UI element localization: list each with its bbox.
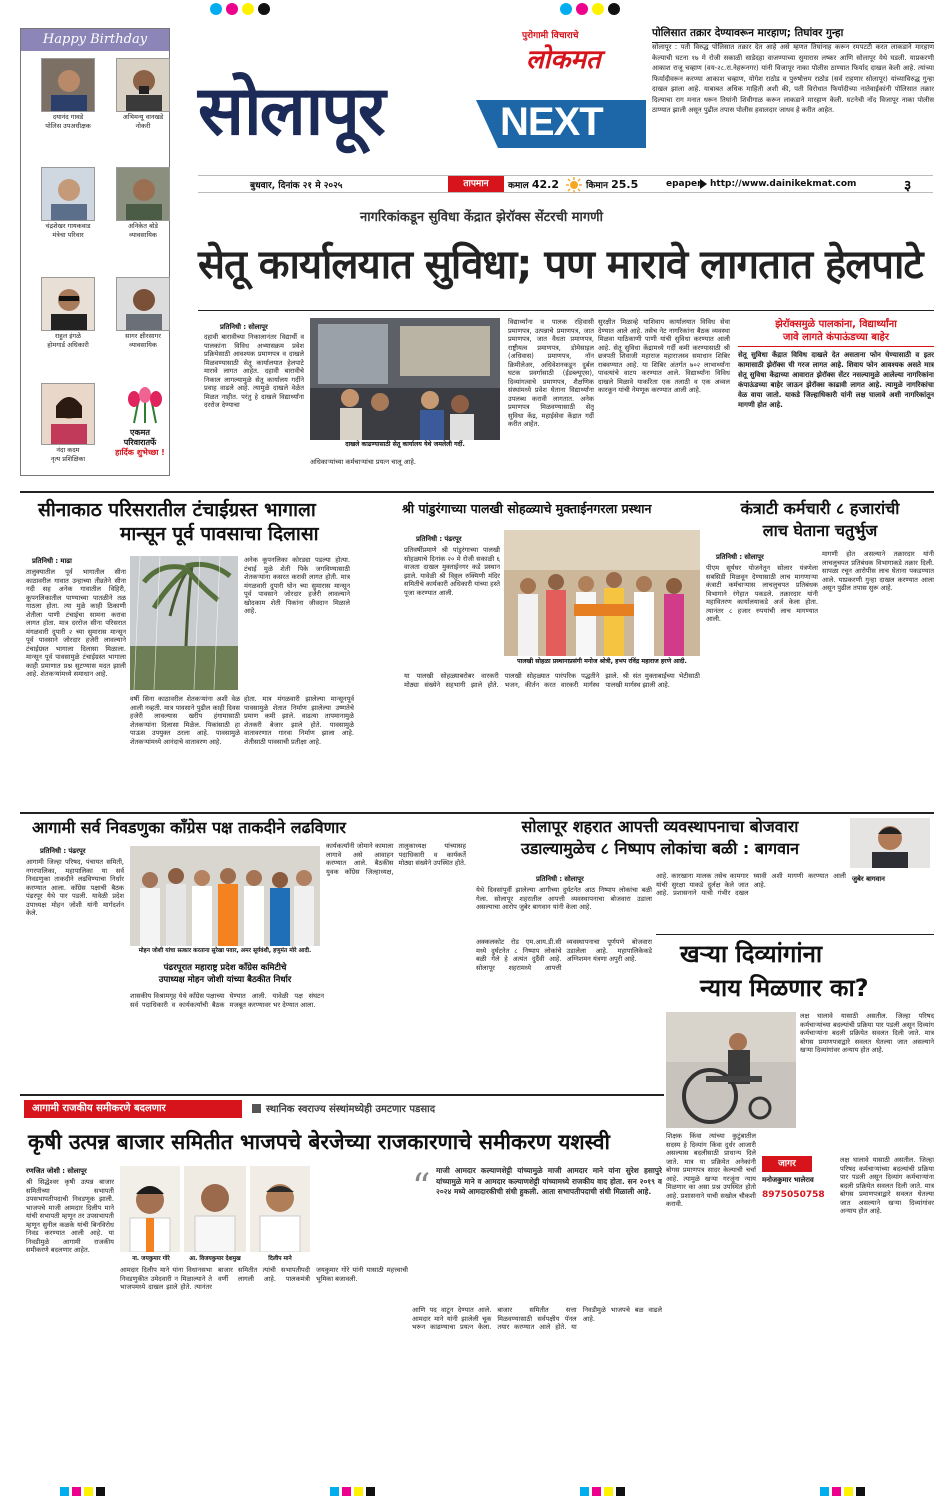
divider — [20, 812, 934, 814]
divyang-body-2: शिक्षक किंवा त्यांच्या कुटुंबातील सदस्य हे दिव्यांग किंवा दुर्धर आजारी असल्यास बदलीसाठी प्राधान्य दिले जाते. मात्र या प्रक्रियेत अनेकांनी बोगस प्रमाणपत्र सादर केल्याची चर्चा आहे. त्यामुळे खऱ्या गरजूंना न्याय मिळणार का असा प्रश्न उपस्थित होतो आहे. प्रशासनाने याची सखोल चौकशी करावी. — [666, 1132, 756, 1208]
congress-byline: प्रतिनिधी : पंढरपूर — [40, 847, 86, 855]
politics-banner: आगामी राजकीय समीकरणे बदलणार — [24, 1100, 242, 1118]
birthday-name: दयानंद गावडे पोलिस उपअधीक्षक — [45, 113, 91, 130]
politics-photo-2 — [184, 1166, 246, 1252]
birthday-title: Happy Birthday — [21, 29, 169, 51]
bribe-headline: कंत्राटी कर्मचारी ८ हजारांची लाच घेताना चतुर्भुज — [740, 499, 900, 540]
disaster-body-2: अक्कलकोट रोड एम.आय.डी.सी मध्ये दुर्घटनेत ८ निष्पाप लोकांचे बळी गेले हे अत्यंत दुर्दैवी आहे. सोलापूर शहरामध्ये आपत्ती व्यवस्थापनाचा पूर्णपणे बोजवारा उडालेला आहे. महापालिकेकडे अग्निशमन यंत्रणा अपुरी आहे. — [476, 938, 652, 972]
palkhi-body-1: प्रतिवर्षीप्रमाणे श्री पांडुरंगाच्या पालखी सोहळ्याचे दिनांक २० मे रोजी सकाळी ६ वाजता दाखल मुक्ताईनगर कडे प्रस्थान झाले. यावेळी श्री विठ्ठल रुक्मिणी मंदिर समितीचे कार्यकारी अधिकारी यांच्या हस्ते पूजा करण्यात आली. — [404, 546, 500, 597]
lead-sidebar-body: सेतू सुविधा केंद्रात विविध दाखले देत असताना फोन घेण्यासाठी व इतर कामासाठी झेरॉक्स ची गरज लागत आहे. शिवाय फोन आवश्यक असते मात्र सेतू सुविधा केंद्राच्या आवारात झेरॉक्स सेंटर नसल्यामुळे आलेल्या नागरिकांना कंपाऊंडच्या बाहेर जाऊन झेरॉक्स काढावी लागत आहे. त्यामुळे नागरिकांचा वेळ वाया जातो. याकडे जिल्हाधिकारी यांनी लक्ष घालावे अशी नागरिकांतून मागणी होत आहे. — [738, 351, 934, 409]
politics-caption-1: ना. जयकुमार गोरे — [132, 1256, 170, 1262]
masthead-title: सोलापूर — [198, 72, 384, 151]
brief-headline: पोलिसात तक्रार देण्यावरून मारहाण; तिघांवर गुन्हा — [652, 26, 934, 43]
politics-body-2: आमदार दिलीप माने यांना विधानसभा निवडणुकीत उमेदवारी न मिळाल्याने ते भाजपमध्ये दाखल झाले होते. त्यानंतर बाजार समितीत त्यांची सभापतीपदी वर्णी लागली आहे. पालकमंत्री जयकुमार गोरे यांनी यासाठी महत्त्वाची भूमिका बजावली. — [120, 1266, 408, 1291]
congress-body-2: कार्यकर्त्यांनी जोमाने कामाला लागावे असे आवाहन करण्यात आले. बैठकीस युवक काँग्रेस जिल्हाध्यक्ष, तालुकाध्यक्ष यांच्यासह पदाधिकारी व कार्यकर्ते मोठ्या संख्येने उपस्थित होते. — [326, 842, 466, 876]
sun-icon — [566, 177, 582, 193]
disaster-body-3: आहे. कारखाना मालक तसेच कामगार यांची सुरक्षा याकडे दुर्लक्ष केले जात आहे. प्रशासनाने याची गंभीर दखल घ्यावी अशी मागणी करण्यात आली आहे. — [656, 872, 846, 897]
url-icon — [700, 179, 707, 189]
color-swatch — [592, 1487, 601, 1496]
registration-mark — [226, 3, 238, 15]
birthday-photo — [41, 277, 95, 331]
birthday-name: अभिमन्यू वानखडे नोकरी — [122, 113, 164, 130]
color-swatch — [580, 1487, 589, 1496]
column-tag: जागर — [762, 1156, 812, 1172]
column-phone: 8975050758 — [762, 1190, 825, 1200]
lead-body-4: सुरक्षीत मिळाव्हे याशिवाय कार्यालयात विविध सेवा देण्यात आले आहे. तसेच नेट नागरिकांना बैठक व्यवस्था मिळवा याठिकाणी पाणी यांची सुविधा करण्यात आली आहे. सेतू सुविधा केंद्रामध्ये गर्दी कमी करण्यासाठी श्री छत्रपती शिवाजी महाराज महाराजस्व समाधान शिबिर राबवण्यात आहे. या शिबिर अंतर्गत ७०२ लाभार्थ्यांना पावत्यांचे वाटप करण्यात आले. विद्यार्थ्यांना विविध दाखले मिळावे याकरिता एक तलाठी व एक अव्वल कारकून यांची नेमणूक करण्यात आली आहे. — [598, 318, 730, 394]
registration-mark — [210, 3, 222, 15]
politics-caption-3: दिलीप माने — [268, 1256, 292, 1262]
rain-body-3: वर्षी सिना काठावरील शेतकऱ्यांना अशी वेळ आली नव्हती. मात्र पावसाने पुढील काही दिवस हजेरी लावल्यास खरीप हंगामासाठी शेतकऱ्यांना दिलासा मिळेल. पिकांसाठी हा पाऊस उपयुक्त ठरला आहे. पावसामुळे शेतकऱ्यांमध्ये आनंदाचे वातावरण आहे. — [130, 695, 240, 746]
date-text: बुधवार, दिनांक २१ मे २०२५ — [250, 181, 343, 191]
palkhi-photo — [504, 530, 700, 656]
color-swatch — [604, 1487, 613, 1496]
color-swatch — [354, 1487, 363, 1496]
birthday-name: नंदा कदम नृत्य प्रशिक्षिका — [50, 446, 86, 463]
palkhi-caption: पालखी सोहळा प्रस्थानाप्रसंगी मनोज श्रोत्री, हभप रविंद्र महाराज हरणे आदी. — [517, 658, 687, 665]
rain-byline: प्रतिनिधी : माढा — [32, 557, 72, 565]
weather-label: तापमान — [448, 176, 504, 192]
registration-mark — [608, 3, 620, 15]
congress-body-3: शासकीय विश्रामगृह येथे काँग्रेस पक्षाच्या सर्व पदाधिकारी व कार्यकर्त्यांची बैठक घेण्यात आली. यावेळी पक्ष संघटन मजबूत करण्यावर भर देण्यात आला. — [130, 992, 324, 1009]
lead-sidebar-head: झेरॉक्समुळे पालकांना, विद्यार्थ्यांना जावे लागते कंपाऊंडच्या बाहेर — [775, 319, 897, 343]
divider — [198, 310, 934, 311]
disaster-headline: सोलापूर शहरात आपत्ती व्यवस्थापनाचा बोजवारा उडाल्यामुळेच ८ निष्पाप लोकांचा बळी : बागवान — [520, 817, 800, 858]
palkhi-byline: प्रतिनिधी : पंढरपूर — [416, 535, 462, 543]
disaster-person-photo — [850, 818, 930, 868]
birthday-photo — [41, 167, 95, 221]
lead-body-2: अधिकाऱ्यांच्या कर्मचाऱ्यांचा प्रयत्न चालू आहे. — [310, 458, 416, 466]
website-link[interactable]: http://www.dainikekmat.com — [710, 179, 857, 189]
divyang-headline-1: खऱ्या दिव्यांगांना — [680, 940, 823, 968]
congress-subhead: पंढरपूरात महाराष्ट्र प्रदेश काँग्रेस कमिटीचे उपाध्यक्ष मोहन जोशी यांच्या बैठकीत निर्धार — [158, 963, 292, 985]
registration-mark — [592, 3, 604, 15]
politics-caption-2: आ. विजयकुमार देशमुख — [189, 1256, 241, 1262]
rain-body-4: होता. मात्र मंगळवारी झालेल्या मान्सूनपूर्व पावसामुळे शेतात निर्माण झालेल्या उष्णतेचे प्रमाण कमी झाले. वाढत्या तापमानामुळे शेतकरी बेजार झाले होते. पावसामुळे वातावरणात गारवा निर्माण झाला आहे. शेतीसाठी पावसाची प्रतीक्षा आहे. — [244, 695, 354, 746]
politics-body-4: आणि पद वाटून देण्यात आले. आमदार माने यांनी झालेली चूक भरून काढण्याचा प्रयत्न केला. बाजार समितीत सत्ता मिळवण्यासाठी सर्वपक्षीय पॅनल तयार करण्यात आले होते. या निवडीमुळे भाजपचे बळ वाढले आहे. — [412, 1306, 662, 1331]
lead-kicker: नागरिकांकडून सुविधा केंद्रात झेरॉक्स सेंटरची मागणी — [360, 210, 603, 225]
birthday-name: सागर क्षीरसागर व्यावसायिक — [125, 332, 161, 349]
color-swatch — [844, 1487, 853, 1496]
congress-caption: मोहन जोशी यांचा सत्कार करताना सुरेखा पवार, अमर सूर्यवंशी, हणुमंत मोरे आदी. — [138, 948, 312, 954]
color-swatch — [856, 1487, 865, 1496]
epaper-label: epaper — [666, 179, 702, 189]
color-swatch — [832, 1487, 841, 1496]
palkhi-headline: श्री पांडुरंगाच्या पालखी सोहळ्याचे मुक्ताईनगरला प्रस्थान — [402, 501, 652, 516]
politics-photo-1 — [120, 1166, 180, 1252]
lead-body-1: दहावी बारावीच्या निकालानंतर विद्यार्थी व पालकांना विविध अभ्यासक्रम प्रवेश प्रक्रियेसाठी आवश्यक प्रमाणपत्र व दाखले मिळवण्यासाठी सेतू कार्यालयात हेलपाटे मारावे लागत आहेत. दहावी बारावीचे निकाल लागल्यामुळे सेतू कार्यालय गर्दीने प्रवाह वाढले आहे. त्यामुळे दाखले वेळेत मिळत नाहीत. परंतु हे दाखले विद्यार्थ्यांना दररोज देण्याचा — [204, 333, 304, 409]
registration-mark — [560, 3, 572, 15]
quote-icon: “ — [412, 1167, 431, 1208]
registration-mark — [576, 3, 588, 15]
divyang-headline-2: न्याय मिळणार का? — [700, 974, 869, 1002]
birthday-photo — [116, 167, 170, 221]
congress-headline: आगामी सर्व निवडणुका काँग्रेस पक्ष ताकदीने लढविणार — [32, 818, 346, 837]
square-icon — [252, 1104, 261, 1113]
lead-byline: प्रतिनिधी : सोलापूर — [220, 323, 268, 331]
color-swatch — [84, 1487, 93, 1496]
color-swatch — [342, 1487, 351, 1496]
bribe-body-1: पीएम सूर्यघर योजनेतून सोलार यंत्रणेला सबसिडी मिळवून देण्यासाठी लाच मागणाऱ्या कंत्राटी कर्मचाऱ्यास लाचलुचपत प्रतिबंधक विभागाने रंगेहात पकडले. तक्रारदार यांनी महावितरण कार्यालयाकडे अर्ज केला होता. त्यानंतर ८ हजार रुपयांची लाच मागण्यात आली. — [706, 564, 818, 623]
color-swatch — [366, 1487, 375, 1496]
rain-body-1: तालुक्यातील पूर्व भागातील सीना काठावरील गावात उन्हाच्या तीव्रतेने सीना नदी सह अनेक गावातील विहिरी, कूपनलिकातील पाण्याच्या पातळीने तळ गाठला होता. त्या मुळे काही ठिकाणी शेतीला पाणी टंचाईचा सामना करावा लागत होता. मात्र दररोज सीना परिसरात मंगळवारी दुपारी २ च्या सुमारास मान्सून पूर्व पावसाने जोरदार हजेरी लावल्याने टंचाईग्रस्त भागाला दिलासा मिळाला. मान्सून पूर्व पावसामुळे टंचाईग्रस्त भागाला काही प्रमाणात प्रश्न सुटण्यास मदत झाली आहे. शेतकऱ्यांमध्ये समाधान आहे. — [26, 568, 126, 678]
divyang-body-3: लक्ष घालावे यासाठी असतील. जिल्हा परिषद कर्मचाऱ्यांच्या बदल्यांची प्रक्रिया पार पडली असून दिव्यांग कर्मचाऱ्यांना बदली प्रक्रियेत सवलत दिली जाते. मात्र बोगस प्रमाणपत्राद्वारे सवलत घेतल्या जात असल्याने खऱ्या दिव्यांगांवर अन्याय होत आहे. — [840, 1156, 934, 1215]
politics-headline: कृषी उत्पन्न बाजार समितीत भाजपचे बेरजेच्या राजकारणाचे समीकरण यशस्वी — [28, 1130, 610, 1154]
birthday-photo — [41, 58, 95, 112]
politics-body-3: माजी आमदार कल्याणशेट्टी यांच्यामुळे माजी आमदार माने यांना सुरेश हसापुरे यांच्यामुळे माने व आमदार कल्याणशेट्टी यांच्यामध्ये राजकीय वाद होता. सन २०१९ व २०२४ मध्ये आमदारकीची संधी हुकली. आता सभापतीपदाची संधी मिळाली आहे. — [436, 1166, 662, 1196]
max-temp: कमाल 42.2 — [508, 178, 560, 191]
brand-tagline: पुरोगामी विचाराचे — [522, 31, 579, 41]
birthday-wish: एकमत परिवारातर्फे हार्दिक शुभेच्छा ! — [115, 428, 165, 457]
birthday-name: राहुल इंगळे होमगार्ड अधिकारी — [47, 332, 89, 349]
divider — [20, 1094, 664, 1096]
congress-photo — [130, 846, 320, 946]
color-swatch — [72, 1487, 81, 1496]
lead-headline: सेतू कार्यालयात सुविधा; पण मारावे लागतात हेलपाटे — [198, 242, 923, 288]
color-bar — [0, 1484, 945, 1500]
birthday-photo — [116, 58, 170, 112]
bribe-byline: प्रतिनिधी : सोलापूर — [716, 553, 764, 561]
palkhi-body-2: या पालखी सोहळ्याबरोबर वारकरी मोठ्या संख्येने सहभागी झाले होते. पालखी सोहळ्यात पारंपरिक पद्धतीने भजन, कीर्तन करत वारकरी मार्गस्थ झाले. श्री संत मुक्ताबाईंच्या भेटीसाठी पालखी मार्गस्थ झाली आहे. — [404, 672, 700, 689]
brief-body: सोलापूर : पती विरुद्ध पोलिसात तक्रार देत आहे असे म्हणत तिघांनाह करून रमपटटी करत लाकडाने मारहाण केल्याची घटना १७ मे रोजी सकाळी साडेदहा वाजण्याच्या सुमारास लष्कर आणि सोलापूर येथे घडली. याप्रकरणी आकाश राजू चव्हाण (वय-२८.रा.नेहरूनगर) यांनी विजापूर नाका पोलीस ठाण्यात फिर्याद दाखल केली आहे. त्यांच्या फिर्यादीवरून करण्या आकाश चव्हाण, योगेश राठोड व पुरुषोत्तम राठोड (सर्व राहणार सोलापूर) यांच्याविरुद्ध गुन्हा दाखल झाला आहे. याबाबत अधिक माहिती अशी की, पती विरोधात फिर्यादीच्या नातेवाईकांनी पोलिसात तक्रार दिल्याचा राग मनात धरून तिघांनी शिवीगाळ करून लाकडाने मारहाण केली. घटनेची नोंद विजापूर नाका पोलीस ठाण्यात झाली असून पुढील तपास पोलीस हवालदार जाधव हे करीत आहेत. — [652, 43, 934, 114]
color-swatch — [616, 1487, 625, 1496]
politics-photo-3 — [250, 1166, 310, 1252]
divyang-photo — [666, 1012, 796, 1128]
rain-photo — [130, 556, 238, 690]
color-swatch — [330, 1487, 339, 1496]
page-number: ३ — [904, 178, 912, 194]
rain-body-2: अनेक कूपनलिका कोरड्या पडल्या होत्या. टंचाई मुळे शेती पिके जगविण्यासाठी शेतकऱ्यांना कसरत करावी लागत होती. मात्र मंगळवारी दुपारी घोन च्या सुमारास मान्सून पूर्व पावसाने जोरदार हजेरी लावल्याने खोदकाम शेती पिकांना जीवदान मिळाले आहे. — [244, 556, 350, 615]
flower-icon — [120, 385, 170, 425]
disaster-body-1: येथे दिवसांपूर्वी झालेल्या आगीच्या दुर्घटनेत आठ निष्पाप लोकांचा बळी गेला. सोलापूर शहरातील आपत्ती व्यवस्थापनाचा बोजवारा उडाला असल्याचा आरोप जुबेर बागवान यांनी केला आहे. — [476, 886, 652, 911]
color-swatch — [820, 1487, 829, 1496]
divider — [20, 491, 934, 493]
color-swatch — [96, 1487, 105, 1496]
brand-logo: लोकमत — [526, 45, 601, 75]
disaster-person-name: जुबेर बागवान — [852, 875, 885, 883]
divider — [738, 346, 934, 347]
birthday-name: चंद्रशेखर गायकवाड मंत्रेचा परिवार — [45, 222, 91, 239]
column-author: मनोजकुमार भालेराव — [762, 1176, 814, 1184]
color-swatch — [60, 1487, 69, 1496]
politics-body-1: श्री सिद्धेश्वर कृषी उत्पन्न बाजार समितीच्या सभापती उपसभापतीपदाची निवडणूक झाली. भाजपचे माजी आमदार दिलीप माने यांची सभापती म्हणून तर उपसभापती म्हणून सुनील कळके यांची बिनविरोध निवड करण्यात आली आहे. या निवडीमुळे आगामी राजकीय समीकरणे बदलणार आहेत. — [26, 1178, 114, 1254]
lead-body-3: विद्यार्थ्यांना व पालक रहिवासी प्रमाणपत्र, उत्पन्नाचे प्रमाणपत्र, जात प्रमाणपत्र, जात वैधता प्रमाणपत्र, राष्ट्रीयत्व प्रमाणपत्र, डोमेसाइल (अधिवास) प्रमाणपत्र, नॉन क्रिमीलेअर, अधिवेशनकडून दुर्बल घटक प्रवर्गासाठी (ईडब्ल्यूएस), दिव्यांगत्वाचे प्रमाणपत्र, शैक्षणिक संस्थांमध्ये प्रवेश घेताना विद्यार्थ्यांना उपलब्ध करावी लागतात. अनेक प्रमाणपत्र मिळवण्यासाठी सेतू सुविधा केंद्र, महाईसेवा केंद्रात गर्दी करीत आहेत. — [508, 318, 594, 428]
rain-headline-2: मान्सून पूर्व पावसाचा दिलासा — [120, 523, 319, 545]
divyang-body-1: लक्ष घालावे यासाठी असतील. जिल्हा परिषद कर्मचाऱ्यांच्या बदल्यांची प्रक्रिया पार पडली असून दिव्यांग कर्मचाऱ्यांना बदली प्रक्रियेत सवलत दिली जाते. मात्र बोगस प्रमाणपत्राद्वारे सवलत घेतल्या जात असल्याने खऱ्या दिव्यांगांवर अन्याय होत आहे. — [800, 1012, 934, 1054]
next-logo: NEXT — [470, 94, 646, 152]
birthday-photo — [41, 383, 95, 445]
min-temp: किमान 25.5 — [586, 178, 639, 191]
bribe-body-2: मागणी होत असल्याने तक्रारदार यांनी लाचलुचपत प्रतिबंधक विभागाकडे तक्रार दिली. सापळा रचून आरोपीस लाच घेताना पकडण्यात आले. याप्रकरणी गुन्हा दाखल करण्यात आला असून पुढील तपास सुरू आहे. — [822, 550, 934, 592]
divider — [656, 934, 934, 935]
registration-mark — [258, 3, 270, 15]
disaster-byline: प्रतिनिधी : सोलापूर — [536, 875, 584, 883]
birthday-photo — [116, 277, 170, 331]
politics-banner-sub: स्थानिक स्वराज्य संस्थांमध्येही उमटणार पडसाद — [266, 1104, 436, 1115]
lead-photo-caption: दाखले काढण्यासाठी सेतू कार्यालय येथे जमलेली गर्दी. — [345, 441, 465, 448]
registration-mark — [242, 3, 254, 15]
politics-byline: रणजित जोशी : सोलापूर — [26, 1167, 87, 1175]
birthday-name: अनिकेत बोडे व्यावसायिक — [128, 222, 158, 239]
registration-top — [0, 0, 945, 18]
lead-photo — [310, 318, 500, 440]
rain-headline-1: सीनाकाठ परिसरातील टंचाईग्रस्त भागाला — [38, 499, 316, 521]
congress-body-1: आगामी जिल्हा परिषद, पंचायत समिती, नगरपालिका, महापालिका या सर्व निवडणुका ताकदीने लढविण्याचा निर्धार करण्यात आला. काँग्रेस पक्षाची बैठक पंढरपूर येथे पार पडली. यावेळी प्रदेश उपाध्यक्ष मोहन जोशी यांनी मार्गदर्शन केले. — [26, 858, 124, 917]
